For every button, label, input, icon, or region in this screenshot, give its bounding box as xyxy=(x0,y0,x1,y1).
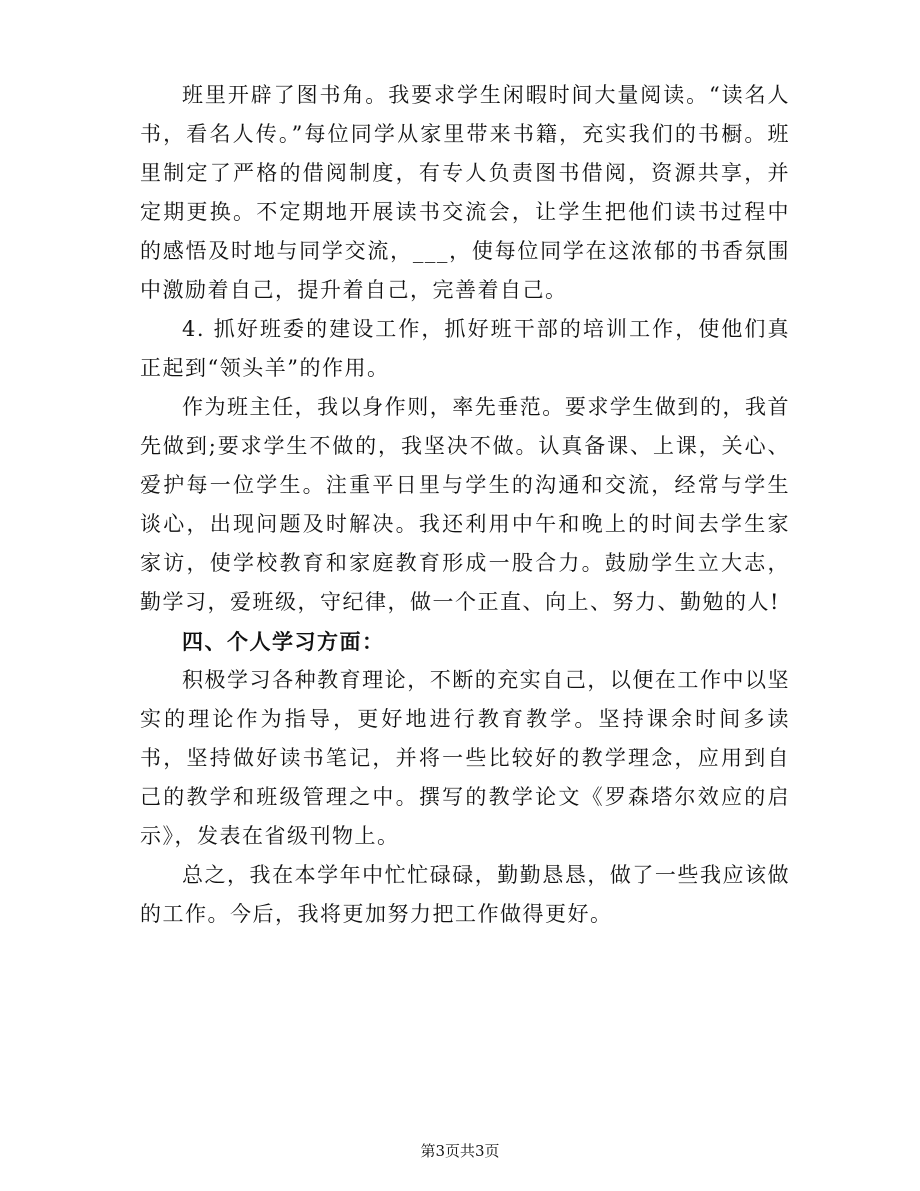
paragraph-study-theory: 积极学习各种教育理论，不断的充实自己，以便在工作中以坚实的理论作为指导，更好地进行教育教学。坚持课余时间多读书，坚持做好读书笔记，并将一些比较好的教学理念，应用到自己的教学和班级管理之中。撰写的教学论文《罗森塔尔效应的启示》，发表在省级刊物上。 xyxy=(140,668,790,848)
paragraph-head-teacher: 作为班主任，我以身作则，率先垂范。要求学生做到的，我首先做到;要求学生不做的，我坚决不做。认真备课、上课，关心、爱护每一位学生。注重平日里与学生的沟通和交流，经常与学生谈心，出现问题及时解决。我还利用中午和晚上的时间去学生家家访，使学校教育和家庭教育形成一股合力。鼓励学生立大志，勤学习，爱班级，守纪律，做一个正直、向上、努力、勤勉的人! xyxy=(140,395,790,614)
paragraph-class-committee: 4. 抓好班委的建设工作，抓好班干部的培训工作，使他们真正起到“领头羊”的作用。 xyxy=(140,317,790,380)
paragraph-summary: 总之，我在本学年中忙忙碌碌，勤勤恳恳，做了一些我应该做的工作。今后，我将更加努力把工作做得更好。 xyxy=(140,863,790,926)
page-number-footer: 第3页共3页 xyxy=(420,1142,500,1160)
section-heading-personal-study: 四、个人学习方面： xyxy=(182,629,385,654)
document-body xyxy=(140,76,790,934)
paragraph-reading-corner: 班里开辟了图书角。我要求学生闲暇时间大量阅读。“读名人书，看名人传。”每位同学从家里带来书籍，充实我们的书橱。班里制定了严格的借阅制度，有专人负责图书借阅，资源共享，并定期更换。不定期地开展读书交流会，让学生把他们读书过程中的感悟及时地与同学交流，___，使每位同学在这浓郁的书香氛围中激励着自己，提升着自己，完善着自己。 xyxy=(140,83,790,302)
